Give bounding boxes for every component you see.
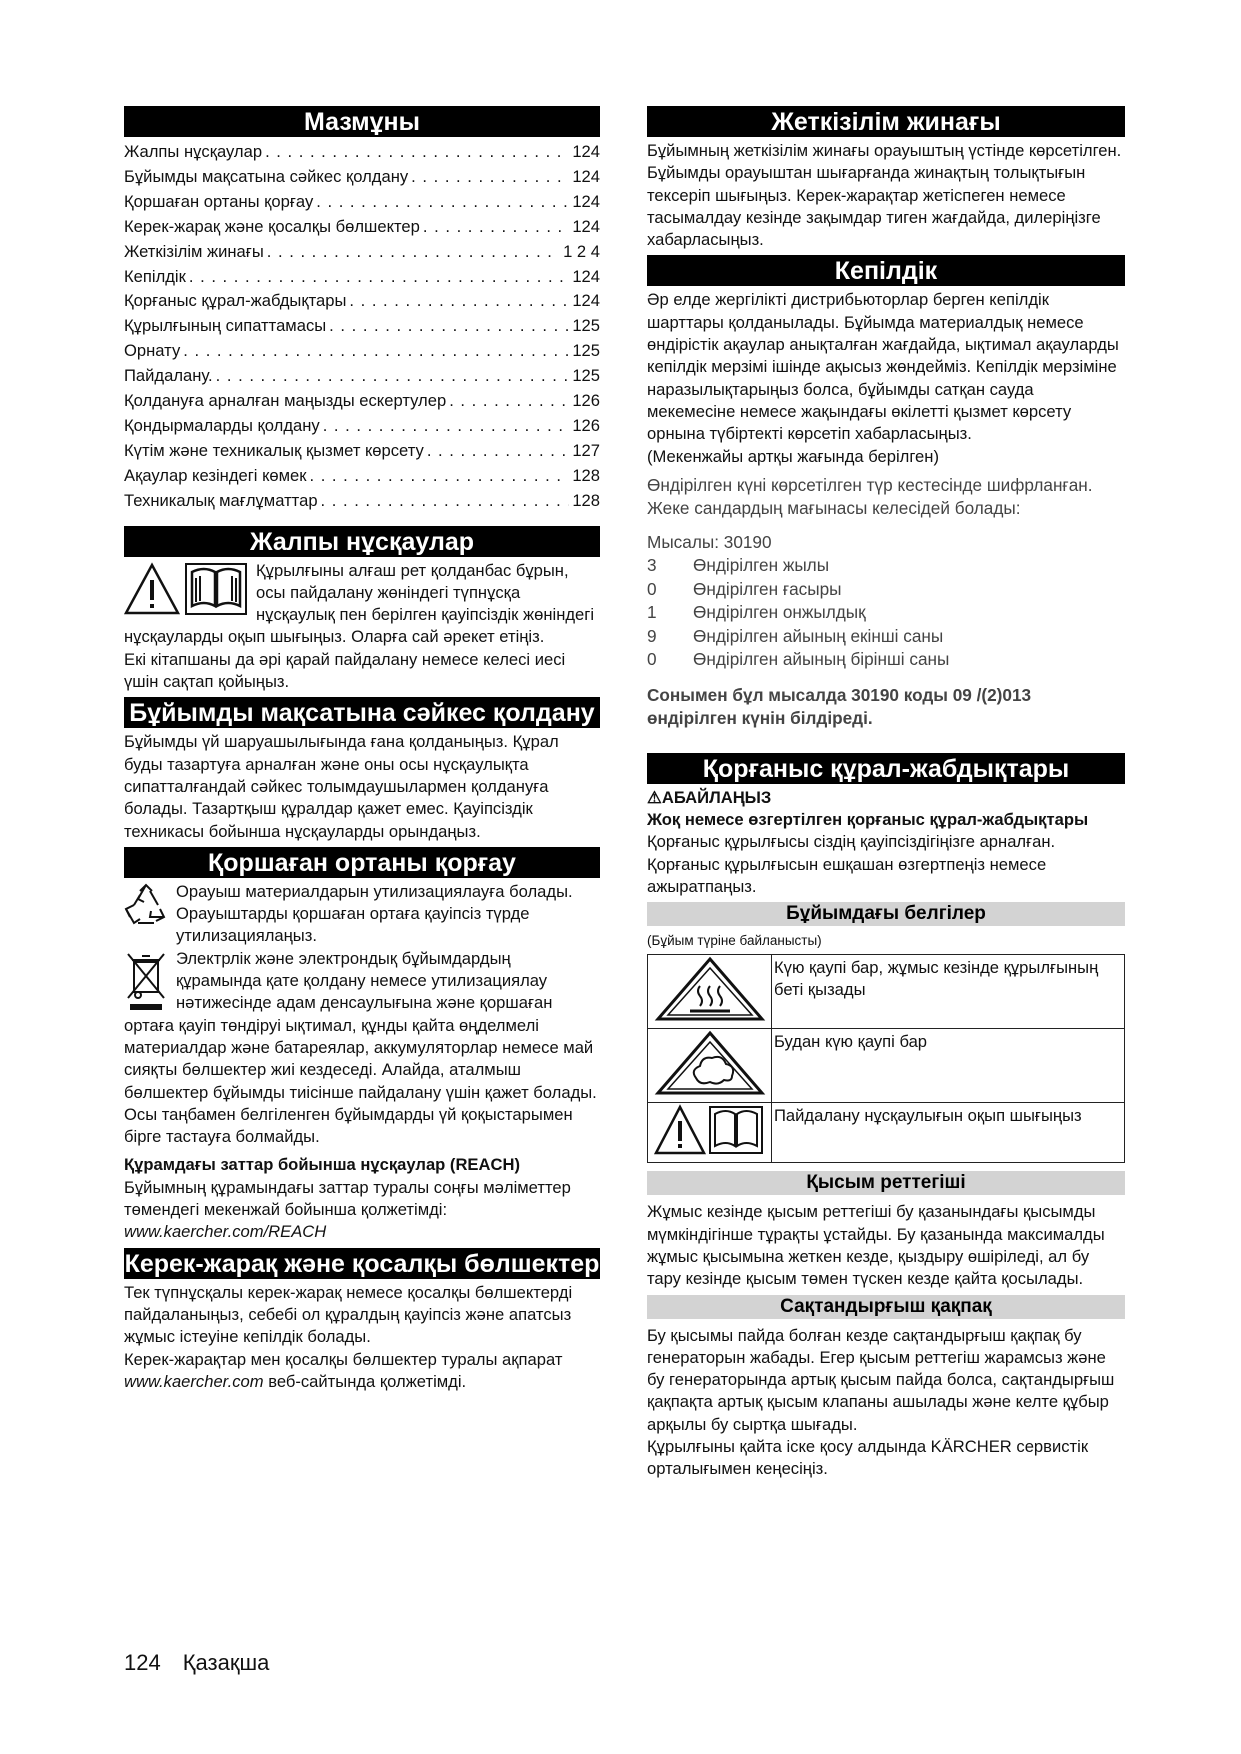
production-date-digits-note: Жеке сандардың мағынасы келесідей болады: [647, 498, 1021, 519]
hot-steam-icon [654, 1030, 766, 1096]
toc-entry[interactable]: Жалпы нұсқаулар . . . 124 [124, 140, 600, 165]
toc-entry[interactable]: Бұйымды мақсатына сәйкес қолдану . . . 124 [124, 165, 600, 190]
accessories-info: Керек-жарақтар мен қосалқы бөлшектер туралы ақпарат www.kaercher.com веб-сайтында қолжетімді. [124, 1349, 563, 1391]
general-text: Құрылғыны алғаш рет қолданбас бұрын, осы пайдалану жөніндегі түпнұсқа нұсқаулық пен берілген қауіпсіздік жөніндегі нұсқауларды оқып шығыңыз. Оларға сай әрекет етіңіз. [124, 560, 595, 647]
production-date-block [647, 474, 1125, 731]
digit-row: 9 Өндірілген айының екінші саны [647, 625, 944, 646]
toc-entry[interactable]: Қолдануға арналған маңызды ескертулер . . . 126 [124, 389, 600, 414]
toc-entry[interactable]: Күтім және техникалық қызмет көрсету . . . 127 [124, 439, 600, 464]
read-manual-icon [184, 562, 248, 616]
toc-entry[interactable]: Техникалық мағлұматтар . . . 128 [124, 489, 600, 514]
reach-link[interactable]: www.kaercher.com/REACH [124, 1222, 327, 1242]
delivery-text: Бұйымның жеткізілім жинағы орауыштың үстінде көрсетілген. Бұйымды орауыштан шығарғанда жинақтың толықтығын тексеріп шығыңыз. Керек-жарақтар жетіспеген немесе тасымалдау кезінде зақымдар тиген жағдайда, дилеріңізге хабарласыңыз. [647, 141, 1122, 250]
regulator-heading: Қысым реттегіші [647, 1171, 1125, 1195]
weee-bin-icon [124, 950, 168, 1012]
left-column [124, 106, 600, 1393]
safety-cap-text: Бу қысымы пайда болған кезде сақтандырғыш қақпақ бу генераторын жабады. Егер қысым реттегіш жарамсыз және бу генераторында артық қысым пайда болса, сақтандырғыш қақпақта артық қысым клапаны ашылады және келте құбыр арқылы бу сыртқа шығады. [647, 1325, 1115, 1434]
accessories-heading: Керек-жарақ және қосалқы бөлшектер [124, 1249, 600, 1278]
production-date-conclusion: Сонымен бұл мысалда 30190 коды 09 /(2)013 өндірілген күнін білдіреді. [647, 684, 1032, 729]
symbol-text: Күю қаупі бар, жұмыс кезінде құрылғының беті қызады [772, 955, 1125, 1029]
production-date-text: Өндірілген күні көрсетілген түр кестесінде шифрланған. [647, 474, 1093, 495]
general-heading: Жалпы нұсқаулар [124, 526, 600, 557]
warning-label: ⚠АБАЙЛАҢЫЗ [647, 787, 772, 807]
digit-row: 0 Өндірілген ғасыры [647, 578, 842, 599]
safety-cap-heading: Сақтандырғыш қақпақ [647, 1295, 1125, 1319]
toc-entry[interactable]: Кепілдік . . . 124 [124, 265, 600, 290]
toc-entry[interactable]: Керек-жарақ және қосалқы бөлшектер . . . 124 [124, 215, 600, 240]
table-row [648, 955, 1125, 1029]
right-column [647, 106, 1125, 1481]
symbols-heading: Бұйымдағы белгілер [647, 902, 1125, 926]
table-row [648, 1103, 1125, 1163]
environment-heading: Қоршаған ортаны қорғау [124, 847, 600, 878]
recycle-icon [124, 883, 168, 927]
intended-use-heading: Бұйымды мақсатына сәйкес қолдану [124, 697, 600, 728]
table-of-contents [124, 140, 600, 514]
warranty-heading: Кепілдік [647, 255, 1125, 286]
safety-cap-text-2: Құрылғыны қайта іске қосу алдында KÄRCHER сервистік орталығымен кеңесіңіз. [647, 1437, 1089, 1479]
digit-row: 1 Өндірілген онжылдық [647, 602, 866, 623]
general-text-2: Екі кітапшаны да әрі қарай пайдалану немесе келесі иесі үшін сақтап қойыңыз. [124, 649, 566, 692]
example-label: Мысалы: 30190 [647, 531, 772, 552]
general-icons [124, 562, 248, 616]
symbols-table [647, 954, 1125, 1163]
toc-entry[interactable]: Жеткізілім жинағы . . . 1 2 4 [124, 240, 600, 265]
protective-heading: Қорғаныс құрал-жабдықтары [647, 753, 1125, 784]
warranty-text: Әр елде жергілікті дистрибьюторлар берген кепілдік шарттары қолданылады. Бұйымда материалдық немесе өндірістік ақаулар анықталған жағдайда, ықтимал ақауларды кепілдік мерзімі ішінде ақысыз жөндейміз. Кепілдік мерзіміне наразылықтарыңыз болса, бұйымды сатқан сауда мекемесіне немесе жақындағы өкілетті қызмет көрсету орнына түбіртекті көрсетіп хабарласыңыз. [647, 290, 1119, 444]
digit-row: 0 Өндірілген айының бірінші саны [647, 649, 950, 670]
warning-manual-icon [654, 1104, 766, 1156]
warning-bold-text: Жоқ немесе өзгертілген қорғаныс құрал-жабдықтары [647, 810, 1089, 830]
warranty-address-note: (Мекенжайы артқы жағында берілген) [647, 446, 939, 466]
reach-text: Бұйымның құрамындағы заттар туралы соңғы мәліметтер төмендегі мекенжай бойынша қолжетімді: www.kaercher.com/REACH [124, 1177, 571, 1242]
warning-triangle-icon [124, 562, 180, 616]
intended-use-text: Бұйымды үй шаруашылығында ғана қолданыңыз. Құрал буды тазартуға арналған және оны осы нұсқаулықта сипатталғандай сәйкес толымдаушылармен қолдануға болады. Тазартқыш құралдар қажет емес. Қауіпсіздік техникасы бойынша нұсқауларды орындаңыз. [124, 732, 559, 841]
footer-language: Қазақша [182, 1650, 270, 1675]
hot-surface-icon [654, 956, 766, 1022]
environment-packaging-text: Орауыш материалдарын утилизациялауға болады. Орауыштарды қоршаған ортаға қауіпсіз түрде утилизациялаңыз. [176, 881, 573, 946]
protective-text: Қорғаныс құрылғысы сіздің қауіпсіздігіңізге арналған. Қорғаныс құрылғысын ешқашан өзгертпеңіз немесе ажыратпаңыз. [647, 832, 1056, 897]
toc-entry[interactable]: Қорғаныс құрал-жабдықтары . . . 124 [124, 289, 600, 314]
toc-entry[interactable]: Қоршаған ортаны қорғау . . . 124 [124, 190, 600, 215]
toc-entry[interactable]: Қондырмаларды қолдану . . . 126 [124, 414, 600, 439]
page-number: 124 [124, 1650, 161, 1675]
toc-entry[interactable]: Ақаулар кезіндегі көмек . . . 128 [124, 464, 600, 489]
digit-row: 3 Өндірілген жылы [647, 555, 830, 576]
symbol-text: Пайдалану нұсқаулығын оқып шығыңыз [772, 1103, 1125, 1163]
toc-entry[interactable]: Пайдалану. . . . 125 [124, 364, 600, 389]
page-footer [124, 1650, 269, 1676]
toc-heading: Мазмұны [124, 106, 600, 137]
accessories-text: Тек түпнұсқалы керек-жарақ немесе қосалқы бөлшектерді пайдаланыңыз, себебі ол құралдың қауіпсіз және апатсыз жұмыс істеуіне кепілдік болады. [124, 1282, 573, 1347]
environment-weee-text: Электрлік және электрондық бұйымдардың құрамында қате қолдану немесе утилизациялау нәтижесінде адам денсаулығына және қоршаған ортаға қауіп төндіруі ықтимал, құнды қайта өңделмелі материалдар және батареялар, аккумуляторлар немесе май сияқты бөлшектер жиі кездеседі. Алайда, аталмыш бөлшектер бұйымды тиісінше пайдалану үшін қажет болады. Осы таңбамен белгіленген бұйымдарды үй қоқыстарымен бірге тастауға болмайды. [124, 948, 597, 1147]
table-row [648, 1029, 1125, 1103]
symbol-text: Будан күю қаупі бар [772, 1029, 1125, 1103]
symbols-note: (Бұйым түріне байланысты) [647, 933, 822, 949]
regulator-text: Жұмыс кезінде қысым реттегіші бу қазанындағы қысымды мүмкіндігінше тұрақты ұстайды. Бу қазанында максималды жұмыс қысымына жеткен кезде, қыздыру өшіріледі, ал бу тару кезінде қысым төмен түскен кезде қайта қосылады. [647, 1202, 1105, 1289]
toc-entry[interactable]: Орнату . . . 125 [124, 339, 600, 364]
general-section [124, 560, 600, 694]
environment-section [124, 881, 600, 1244]
reach-title: Құрамдағы заттар бойынша нұсқаулар (REACH) [124, 1155, 520, 1175]
kaercher-link[interactable]: www.kaercher.com [124, 1371, 264, 1391]
delivery-heading: Жеткізілім жинағы [647, 106, 1125, 137]
toc-entry[interactable]: Құрылғының сипаттамасы . . . 125 [124, 314, 600, 339]
